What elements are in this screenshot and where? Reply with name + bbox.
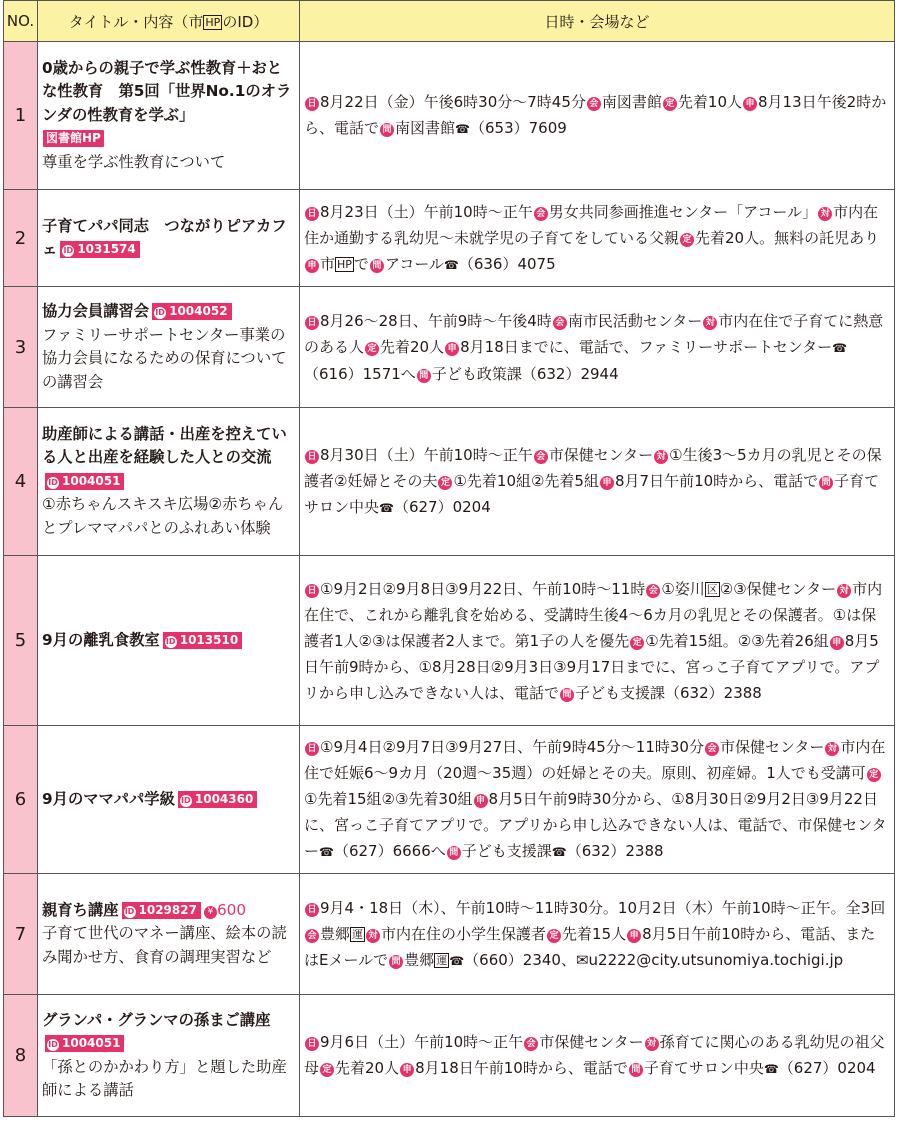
table-header-row: [4, 1, 895, 42]
venue-icon: 会: [534, 450, 548, 464]
row-number: 6: [4, 726, 38, 874]
event-title: 協力会員講習会: [42, 302, 150, 320]
phone-icon: ☎: [832, 340, 848, 355]
event-description: 子育て世代のマネー講座、絵本の読み聞かせ方、食育の調理実習など: [42, 924, 287, 966]
row-detail-cell: 日 ①9月2日②9月8日③9月22日、午前10時～11時 会 ①姿川 区 ②③保健センター 対 市内在住で、これから離乳食を始める、受講時生後4～6カ月の乳児とその保護者。①は保護者1人②③は保護者2人まで。第1子の人を優先 定 ①先着15組。②③先着26組 申 8月5日午前9時から、①8月28日②9月3日③9月17日までに、宮っこ子育てアプリで。アプリから申し込みできない人は、電話で 問 子ども支援課（632）2388: [300, 556, 895, 726]
capacity-icon: 定: [867, 768, 881, 782]
contact-icon: 問: [417, 369, 431, 383]
phone-icon: ☎: [763, 1062, 779, 1076]
email-link[interactable]: u2222@city.utsunomiya.tochigi.jp: [588, 950, 844, 969]
contact-icon: 問: [560, 688, 574, 702]
date-icon: 日: [305, 450, 319, 464]
id-badge[interactable]: ID 1013510: [163, 632, 242, 649]
contact-icon: 問: [819, 476, 833, 490]
phone-icon: ☎: [319, 845, 334, 859]
row-detail-cell: 日 8月30日（土）午前10時～正午 会 市保健センター 対 ①生後3～5カ月の乳児とその保護者②妊婦とその夫 定 ①先着10組②先着5組 申 8月7日午前10時から、電話で 問 子育てサロン中央☎（627）0204: [300, 408, 895, 556]
hp-badge: HP: [205, 15, 221, 29]
row-title-cell: [38, 556, 300, 726]
apply-icon: 申: [445, 342, 459, 356]
capacity-icon: 定: [547, 929, 561, 943]
apply-icon: 申: [400, 1063, 414, 1077]
event-title: 0歳からの親子で学ぶ性教育＋おとな性教育 第5回「世界No.1のオランダの性教育を学ぶ」: [42, 58, 292, 124]
target-icon: 対: [366, 929, 380, 943]
event-description: 尊重を学ぶ性教育について: [42, 152, 226, 171]
row-title-cell: [38, 995, 300, 1117]
contact-icon: 問: [447, 846, 461, 860]
row-detail-cell: 日 8月26～28日、午前9時～午後4時 会 南市民活動センター 対 市内在住で子育てに熱意のある人 定 先着20人 申 8月18日までに、電話で、ファミリーサポートセンター☎（616）1571へ 問 子ども政策課（632）2944: [300, 287, 895, 408]
row-title-cell: [38, 726, 300, 874]
table-row: [4, 726, 895, 874]
table-row: [4, 190, 895, 287]
event-title: 子育てパパ同志 つながりピアカフェ: [42, 216, 287, 258]
event-description: ファミリーサポートセンター事業の協力会員になるための保育についての講習会: [42, 325, 287, 391]
venue-icon: 会: [553, 316, 567, 330]
venue-icon: 会: [534, 207, 548, 221]
row-detail-cell: 日 8月22日（金）午後6時30分～7時45分 会 南図書館 定 先着10人 申 8月13日午後2時から、電話で 問 南図書館☎（653）7609: [300, 42, 895, 190]
id-badge[interactable]: ID 1004051: [45, 1035, 124, 1052]
library-hp-tag[interactable]: 図書館HP: [43, 130, 104, 147]
date-icon: 日: [305, 97, 319, 111]
row-title-cell: [38, 408, 300, 556]
row-number: 5: [4, 556, 38, 726]
id-icon: ID: [48, 477, 58, 487]
row-title-cell: [38, 874, 300, 995]
capacity-icon: 定: [438, 476, 452, 490]
table-row: [4, 556, 895, 726]
id-badge[interactable]: ID 1029827: [122, 902, 201, 919]
date-icon: 日: [305, 316, 319, 330]
community-center-badge: 運: [352, 927, 364, 941]
id-icon: ID: [48, 1040, 58, 1049]
target-icon: 対: [825, 742, 839, 756]
event-title: グランパ・グランマの孫まご講座: [42, 1010, 271, 1029]
apply-icon: 申: [600, 476, 614, 490]
contact-icon: 問: [389, 955, 403, 969]
venue-icon: 会: [524, 1037, 538, 1051]
header-no: NO.: [4, 1, 38, 42]
capacity-icon: 定: [663, 97, 677, 111]
target-icon: 対: [703, 316, 717, 330]
id-icon: ID: [165, 636, 176, 646]
venue-icon: 会: [305, 929, 319, 943]
id-badge[interactable]: ID 1031574: [60, 241, 139, 258]
apply-icon: 申: [743, 97, 757, 111]
phone-icon: ☎: [449, 953, 465, 968]
capacity-icon: 定: [365, 342, 379, 356]
row-title-cell: [38, 42, 300, 190]
capacity-icon: 定: [680, 233, 694, 247]
event-description: ①赤ちゃんスキスキ広場②赤ちゃんとプレママパパとのふれあい体験: [42, 495, 284, 537]
row-number: 1: [4, 42, 38, 190]
apply-icon: 申: [305, 259, 319, 273]
id-icon: ID: [124, 906, 135, 916]
event-title: 親育ち講座: [42, 900, 119, 919]
row-title-cell: [38, 287, 300, 408]
row-number: 8: [4, 995, 38, 1117]
id-icon: ID: [181, 795, 191, 805]
header-detail: 日時・会場など: [300, 1, 895, 42]
table-row: [4, 995, 895, 1117]
row-number: 2: [4, 190, 38, 287]
header-title: タイトル・内容（市 HP のID）: [38, 1, 300, 42]
apply-icon: 申: [830, 636, 844, 650]
hp-badge: HP: [337, 257, 352, 271]
yen-icon: ¥: [204, 906, 217, 919]
row-detail-cell: 日 9月6日（土）午前10時～正午 会 市保健センター 対 孫育てに関心のある乳幼児の祖父母 定 先着20人 申 8月18日午前10時から、電話で 問 子育てサロン中央☎（627）0204: [300, 995, 895, 1117]
row-detail-cell: 日 ①9月4日②9月7日③9月27日、午前9時45分～11時30分 会 市保健センター 対 市内在住で妊娠6～9カ月（20週～35週）の妊婦とその夫。原則、初産婦。1人でも受講可 定①先着15組②③先着30組 申 8月5日午前9時30分から、①8月30日②9月2日③9月22日に、宮っこ子育てアプリで。アプリから申し込みできない人は、電話で、市保健センター☎（627）6666へ 問 子ども支援課☎（632）2388: [300, 726, 895, 874]
event-title: 9月の離乳食教室: [42, 630, 160, 649]
phone-icon: ☎: [379, 501, 394, 515]
venue-icon: 会: [646, 584, 660, 598]
target-icon: 対: [645, 1037, 659, 1051]
id-badge[interactable]: ID 1004052: [152, 303, 231, 320]
apply-icon: 申: [474, 794, 488, 808]
date-icon: 日: [305, 584, 319, 598]
phone-icon: ☎: [455, 122, 470, 136]
row-number: 4: [4, 408, 38, 556]
price: 600: [216, 900, 247, 919]
target-icon: 対: [818, 207, 832, 221]
id-icon: ID: [63, 246, 74, 255]
venue-icon: 会: [705, 742, 719, 756]
id-badge[interactable]: ID 1004360: [178, 791, 257, 808]
capacity-icon: 定: [320, 1063, 334, 1077]
row-title-cell: [38, 190, 300, 287]
date-icon: 日: [305, 742, 319, 756]
event-title: 助産師による講話・出産を控えている人と出産を経験した人との交流: [42, 424, 287, 467]
phone-icon: ☎: [551, 845, 567, 859]
mail-icon: ✉: [575, 950, 589, 969]
apply-icon: 申: [627, 929, 641, 943]
table-row: [4, 287, 895, 408]
row-number: 7: [4, 874, 38, 995]
row-detail-cell: 日 8月23日（土）午前10時～正午 会 男女共同参画推進センター「アコール」 対 市内在住か通勤する乳幼児～未就学児の子育てをしている父親 定 先着20人。無料の託児あり申 市 HP で 問 アコール☎（636）4075: [300, 190, 895, 287]
contact-icon: 問: [629, 1063, 643, 1077]
row-detail-cell: 日 9月4・18日（木）、午前10時～11時30分。10月2日（木）午前10時～正午。全3回会 豊郷 運 対 市内在住の小学生保護者 定 先着15人 申 8月5日午前10時から、電話、またはEメールで 問 豊郷 運 ☎（660）2340、✉u2222@city.utsunomiya.tochigi.jp: [300, 874, 895, 995]
target-icon: 対: [654, 450, 668, 464]
table-row: [4, 874, 895, 995]
ward-badge: 区: [706, 582, 718, 596]
capacity-icon: 定: [630, 636, 644, 650]
phone-icon: ☎: [443, 257, 459, 272]
date-icon: 日: [305, 1037, 319, 1051]
id-icon: ID: [155, 308, 165, 317]
date-icon: 日: [305, 903, 319, 917]
venue-icon: 会: [587, 97, 601, 111]
event-table: [3, 0, 895, 1117]
contact-icon: 問: [370, 259, 384, 273]
row-number: 3: [4, 287, 38, 408]
community-center-badge: 運: [436, 953, 448, 967]
event-description: 「孫とのかかわり方」と題した助産師による講話: [42, 1057, 287, 1099]
event-title: 9月のママパパ学級: [42, 789, 175, 808]
table-row: [4, 408, 895, 556]
target-icon: 対: [837, 584, 851, 598]
id-badge[interactable]: ID 1004051: [45, 473, 124, 490]
date-icon: 日: [305, 207, 319, 221]
table-row: [4, 42, 895, 190]
contact-icon: 問: [380, 123, 394, 137]
